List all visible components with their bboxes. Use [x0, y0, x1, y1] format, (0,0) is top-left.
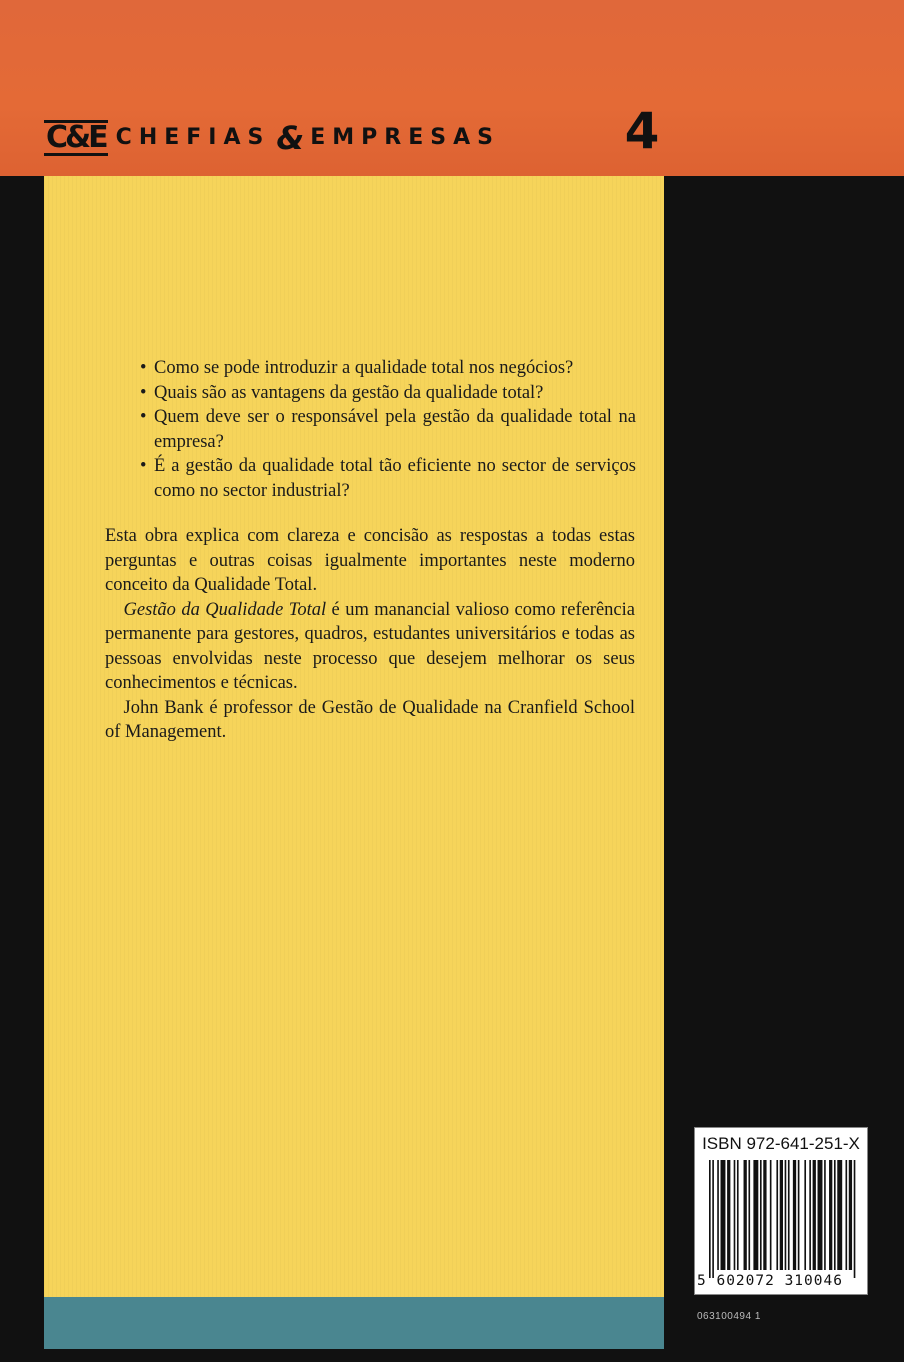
bullet-icon: •: [140, 407, 147, 427]
author-bio: John Bank é professor de Gestão de Qualidade na Cranfield School of Management.: [105, 697, 635, 742]
ean-digits: 5 602072 310046: [697, 1273, 843, 1289]
barcode-bar: [849, 1160, 852, 1270]
barcode-bar: [763, 1160, 766, 1270]
barcode-bar: [829, 1160, 832, 1270]
barcode-bar: [813, 1160, 816, 1270]
barcode-bar: [712, 1160, 714, 1278]
series-logo-mark: C&E: [46, 120, 106, 155]
barcode-bar: [734, 1160, 736, 1270]
barcode-bar: [837, 1160, 842, 1270]
barcode-bar: [804, 1160, 806, 1270]
barcode-bar: [770, 1160, 772, 1270]
bullet-icon: •: [140, 358, 147, 378]
barcode-bar: [748, 1160, 750, 1270]
barcode-label: [694, 1127, 868, 1295]
series-logo: [44, 118, 500, 158]
barcode-bar: [845, 1160, 847, 1270]
barcode-bar: [780, 1160, 783, 1270]
question-item: • Quem deve ser o responsável pela gestão da qualidade total na empresa?: [140, 407, 636, 452]
barcode-bar: [737, 1160, 739, 1270]
barcode-bar: [753, 1160, 758, 1270]
description-paragraph-2: [105, 598, 635, 696]
barcode-bar: [785, 1160, 787, 1270]
teal-bottom-band: [44, 1297, 664, 1349]
barcode-bar: [776, 1160, 778, 1270]
question-item: • É a gestão da qualidade total tão eficiente no sector de serviços como no sector industrial?: [140, 456, 636, 501]
barcode-bar: [818, 1160, 823, 1270]
barcode-bar: [854, 1160, 856, 1278]
barcode-bar: [824, 1160, 826, 1270]
barcode-bar: [727, 1160, 730, 1270]
barcode-bar: [788, 1160, 790, 1270]
bullet-icon: •: [140, 382, 147, 403]
barcode-bar: [760, 1160, 762, 1270]
question-item: • Como se pode introduzir a qualidade total nos negócios?: [146, 356, 636, 381]
barcode-bar: [744, 1160, 747, 1270]
series-word-chefias: CHEFIAS: [115, 125, 271, 150]
question-item: • Quais são as vantagens da gestão da qualidade total?: [146, 381, 636, 406]
orange-header-band: [0, 0, 904, 176]
barcode-bars-icon: [709, 1160, 857, 1278]
description-text: [105, 524, 635, 745]
barcode-bar: [834, 1160, 836, 1270]
book-title-italic: Gestão da Qualidade Total: [123, 599, 327, 620]
series-ampersand: &: [276, 119, 305, 157]
volume-number: 4: [624, 102, 660, 160]
order-code: 063100494 1: [697, 1311, 761, 1322]
barcode-bar: [793, 1160, 796, 1270]
barcode-bar: [709, 1160, 711, 1278]
isbn-number: ISBN 972-641-251-X: [702, 1134, 860, 1153]
barcode-bar: [717, 1160, 719, 1270]
barcode-bar: [809, 1160, 811, 1270]
series-word-empresas: EMPRESAS: [310, 125, 500, 150]
description-paragraph-1: Esta obra explica com clareza e concisão as respostas a todas estas perguntas e outras coisas igualmente importantes neste moderno conceito da Qualidade Total.: [105, 526, 635, 595]
barcode-bar: [798, 1160, 800, 1270]
bullet-icon: •: [140, 456, 147, 476]
question-list: [140, 356, 636, 503]
description-paragraph-2-rest: é um manancial valioso como referência permanente para gestores, quadros, estudantes universitários e todas as pessoas envolvidas neste processo que desejem melhorar os seus conhecimentos e técnicas.: [105, 599, 635, 693]
barcode-bar: [721, 1160, 726, 1270]
